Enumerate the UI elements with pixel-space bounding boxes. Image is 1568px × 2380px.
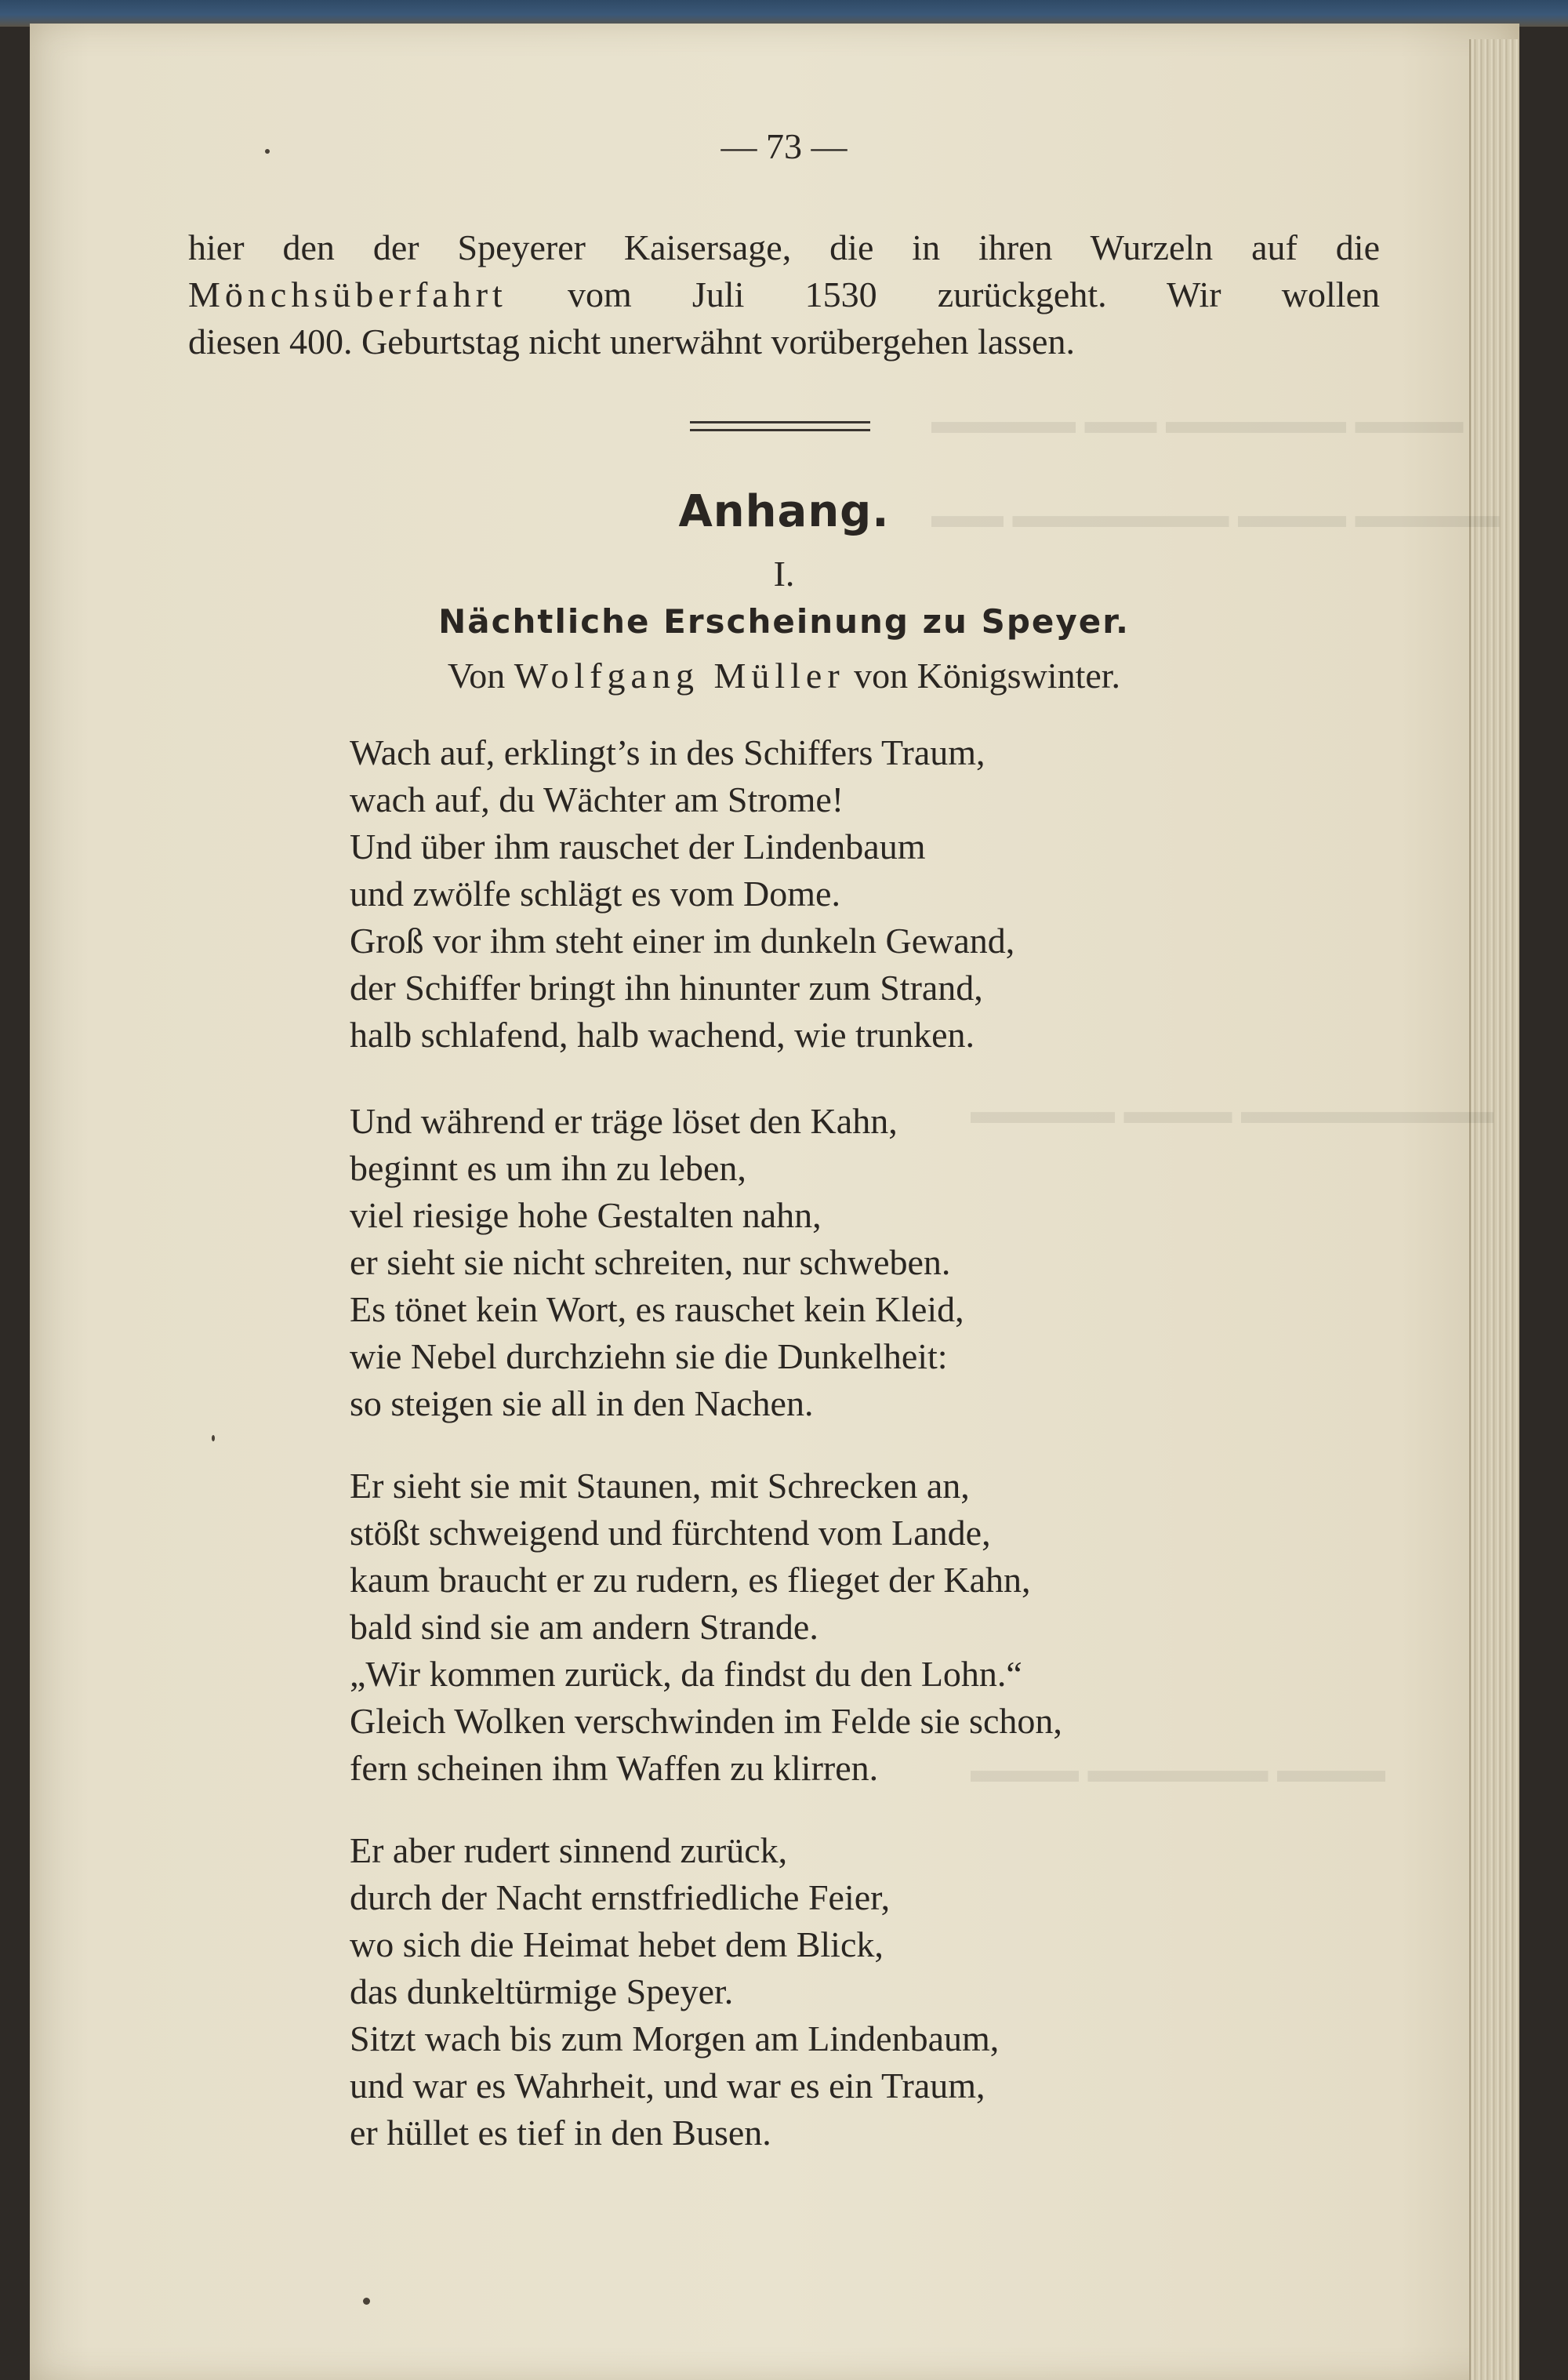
poem-line: Und während er träge löset den Kahn, bbox=[350, 1101, 898, 1141]
show-through: ▬▬▬▬ ▬▬▬ ▬▬▬▬▬▬ ▬▬ bbox=[931, 495, 1500, 535]
poem-line: Er aber rudert sinnend zurück, bbox=[350, 1830, 788, 1870]
poem-line: und war es Wahrheit, und war es ein Traum, bbox=[350, 2066, 985, 2106]
page-edges bbox=[1469, 39, 1519, 2380]
show-through: ▬▬▬▬▬▬▬ ▬▬▬ ▬▬▬▬ bbox=[971, 1091, 1494, 1131]
ink-speck bbox=[212, 1435, 215, 1441]
poem-line: Wach auf, erklingt’s in des Schiffers Traum, bbox=[350, 732, 985, 772]
poem-line: Gleich Wolken verschwinden im Felde sie schon, bbox=[350, 1701, 1062, 1741]
binding-strip bbox=[0, 0, 1568, 27]
author-suffix: von Königswinter. bbox=[844, 656, 1121, 696]
intro-line-rest: vom Juli 1530 zurückgeht. Wir wollen bbox=[506, 274, 1380, 314]
page-number: — 73 — bbox=[720, 126, 848, 166]
intro-line: hier den der Speyerer Kaisersage, die in ihren Wurzeln auf die bbox=[188, 227, 1380, 267]
poem-line: Groß vor ihm steht einer im dunkeln Gewand, bbox=[350, 921, 1015, 961]
intro-line bbox=[188, 271, 1380, 318]
section-number: I. bbox=[773, 554, 795, 594]
intro-line: diesen 400. Geburtstag nicht unerwähnt vorübergehen lassen. bbox=[188, 322, 1075, 362]
stanza-1 bbox=[350, 729, 1290, 1059]
stanza-2 bbox=[350, 1098, 1290, 1427]
poem-line: er hüllet es tief in den Busen. bbox=[350, 2113, 771, 2153]
show-through: ▬▬▬ ▬▬▬▬▬ ▬▬ ▬▬▬▬ bbox=[931, 401, 1464, 441]
double-rule-bottom bbox=[690, 429, 870, 431]
appendix-heading: Anhang. bbox=[678, 486, 890, 537]
author-name: Wolfgang Müller bbox=[514, 656, 845, 696]
ink-speck bbox=[265, 149, 270, 154]
poem-line: beginnt es um ihn zu leben, bbox=[350, 1148, 746, 1188]
poem-line: Er sieht sie mit Staunen, mit Schrecken an, bbox=[350, 1466, 970, 1506]
poem-line: der Schiffer bringt ihn hinunter zum Strand, bbox=[350, 968, 983, 1008]
poem-line: kaum braucht er zu rudern, es flieget der Kahn, bbox=[350, 1560, 1031, 1600]
poem-line: Und über ihm rauschet der Lindenbaum bbox=[350, 827, 926, 867]
poem-line: viel riesige hohe Gestalten nahn, bbox=[350, 1195, 822, 1235]
poem-line: er sieht sie nicht schreiten, nur schweben. bbox=[350, 1242, 951, 1282]
poem-line: Es tönet kein Wort, es rauschet kein Kleid, bbox=[350, 1289, 964, 1329]
poem-line: durch der Nacht ernstfriedliche Feier, bbox=[350, 1877, 891, 1917]
poem-line: stößt schweigend und fürchtend vom Lande, bbox=[350, 1513, 991, 1553]
poem-line: Sitzt wach bis zum Morgen am Lindenbaum, bbox=[350, 2018, 1000, 2058]
author-prefix: Von bbox=[447, 656, 514, 696]
poem-line: und zwölfe schlägt es vom Dome. bbox=[350, 874, 840, 914]
poem-author bbox=[0, 655, 1568, 696]
poem-line: bald sind sie am andern Strande. bbox=[350, 1607, 818, 1647]
poem-line: wie Nebel durchziehn sie die Dunkelheit: bbox=[350, 1336, 948, 1376]
double-rule-top bbox=[690, 421, 870, 423]
poem-line: fern scheinen ihm Waffen zu klirren. bbox=[350, 1748, 879, 1788]
ink-speck bbox=[363, 2298, 370, 2305]
stanza-3 bbox=[350, 1463, 1290, 1792]
poem-line: wach auf, du Wächter am Strome! bbox=[350, 779, 844, 819]
show-through: ▬▬▬ ▬▬▬▬▬ ▬▬▬ bbox=[971, 1750, 1385, 1790]
poem-line: so steigen sie all in den Nachen. bbox=[350, 1383, 814, 1423]
intro-paragraph bbox=[188, 224, 1380, 365]
poem-line: halb schlafend, halb wachend, wie trunken. bbox=[350, 1015, 975, 1055]
poem-title: Nächtliche Erscheinung zu Speyer. bbox=[438, 602, 1130, 641]
poem-line: „Wir kommen zurück, da findst du den Lohn.“ bbox=[350, 1654, 1022, 1694]
spaced-word: Mönchsüberfahrt bbox=[188, 274, 507, 314]
poem-line: wo sich die Heimat hebet dem Blick, bbox=[350, 1924, 884, 1964]
stanza-4 bbox=[350, 1827, 1290, 2157]
poem-line: das dunkeltürmige Speyer. bbox=[350, 1971, 734, 2011]
